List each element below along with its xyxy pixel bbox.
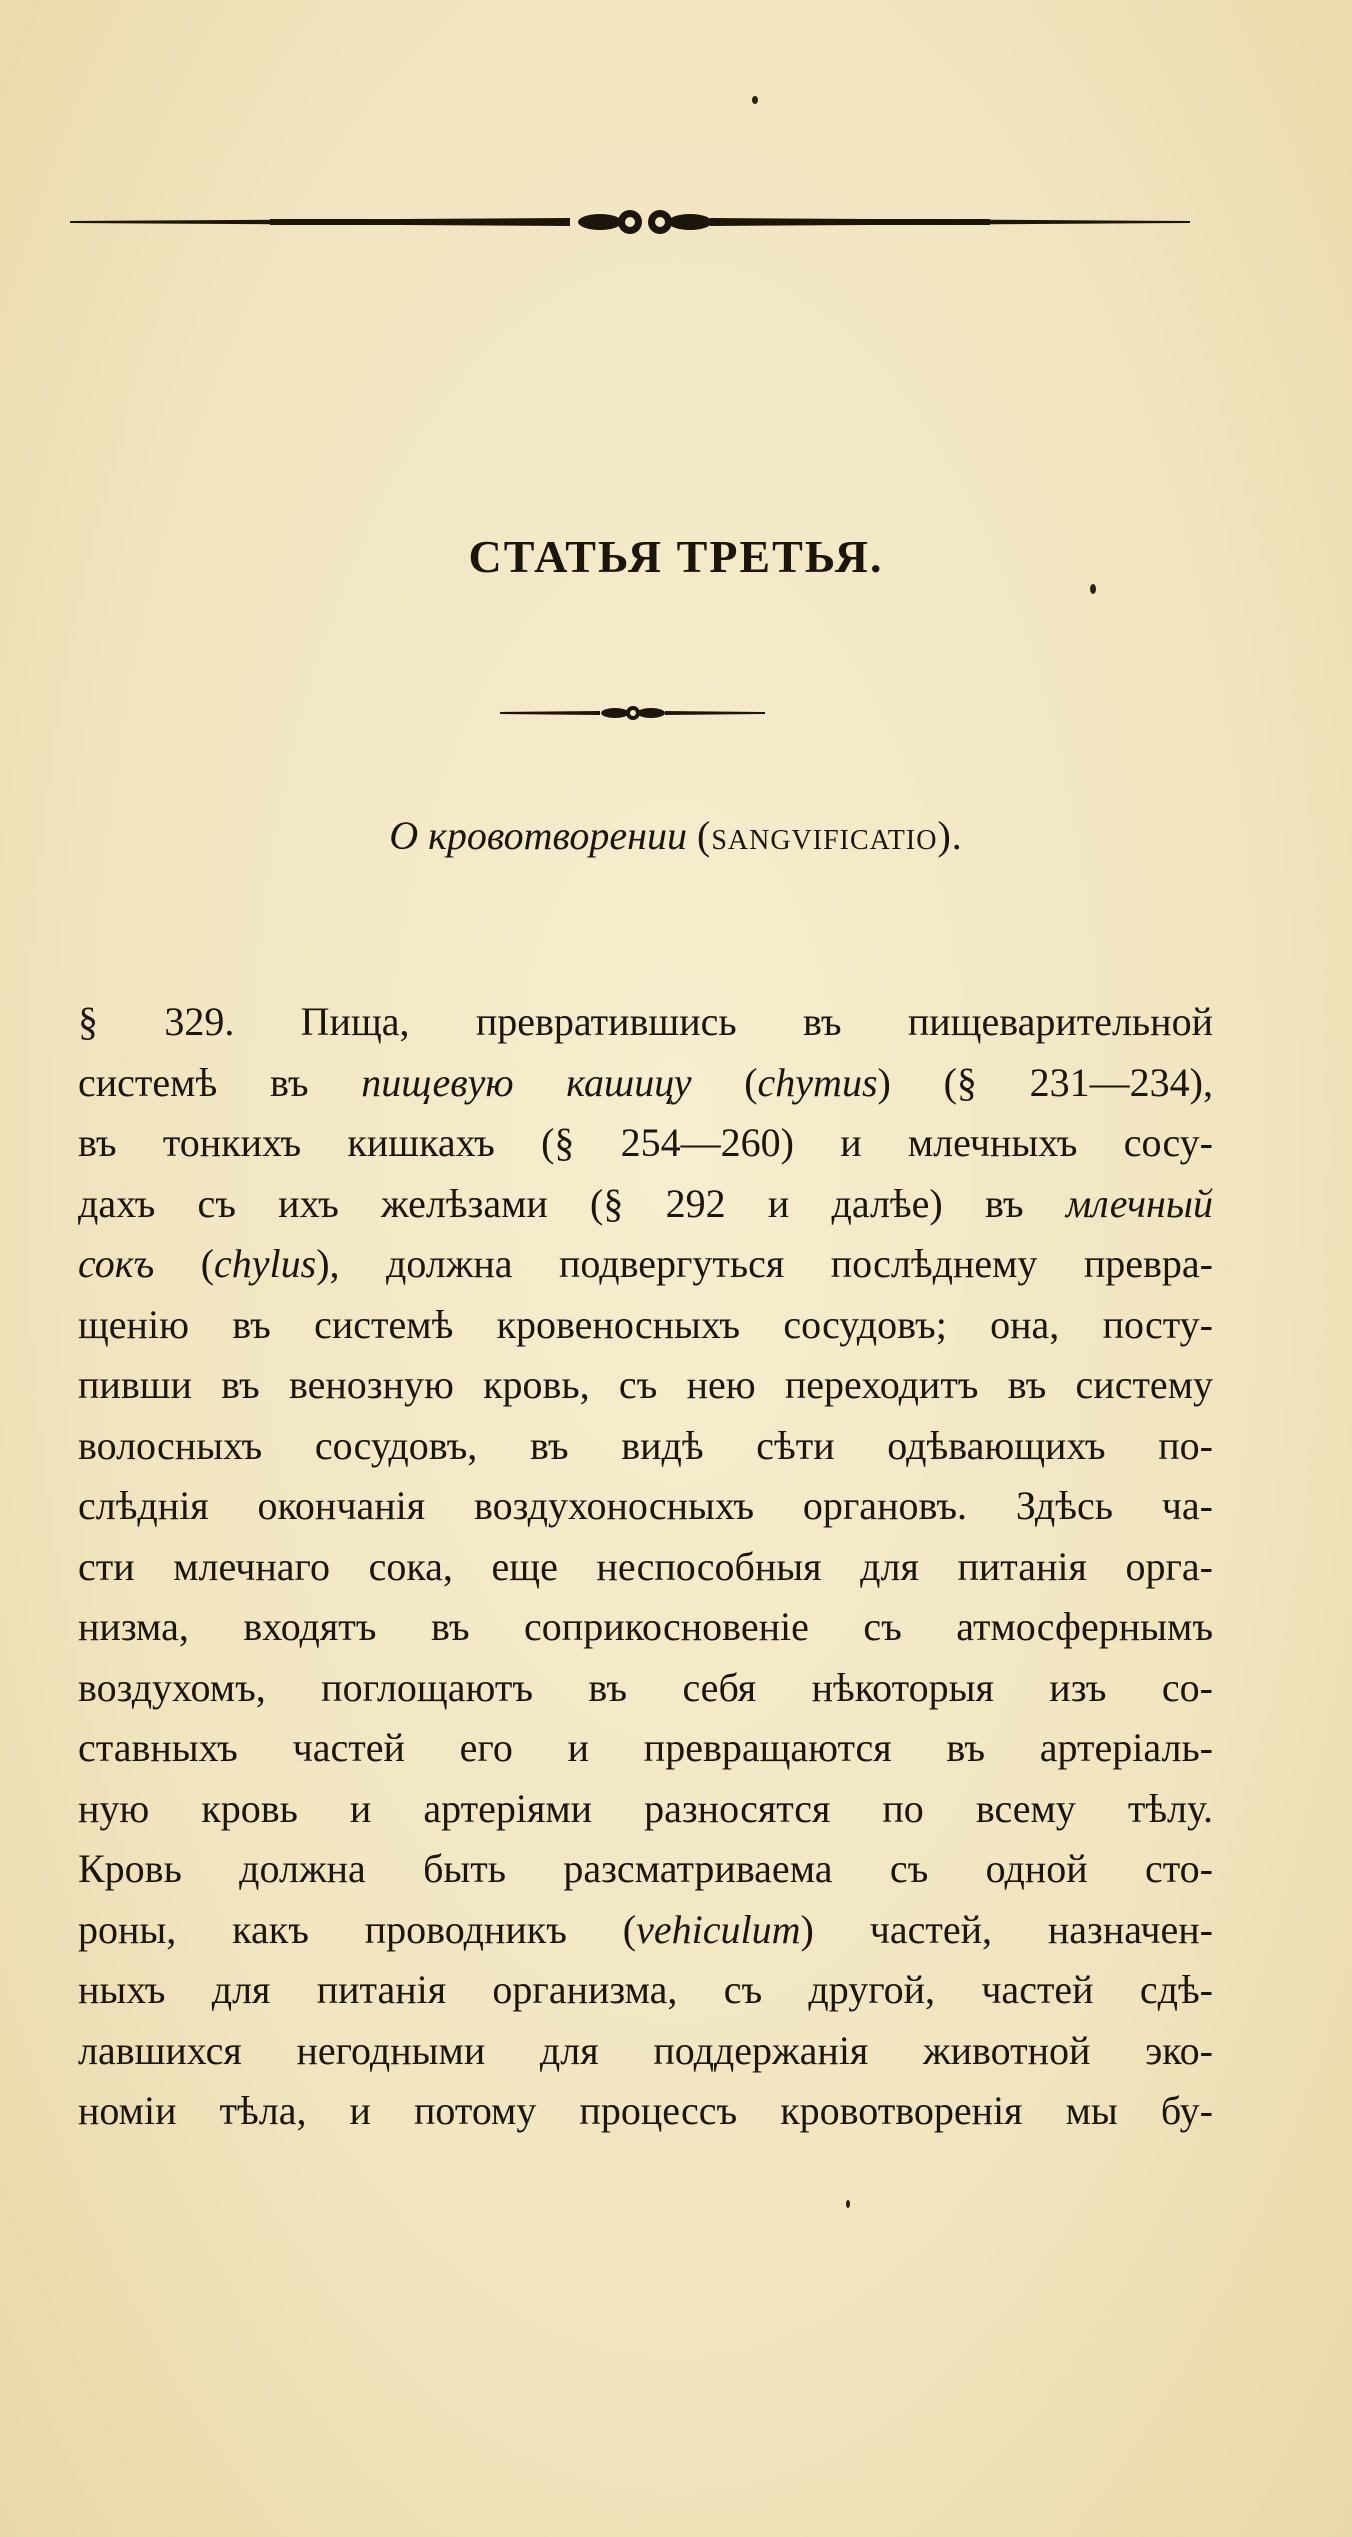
text-line <box>78 1779 1213 1840</box>
text-line <box>78 1597 1213 1658</box>
text-line <box>78 1234 1213 1295</box>
text-line <box>78 2081 1213 2142</box>
text-segment: Кровь должна быть разсматриваема съ одной сто- <box>78 1846 1213 1891</box>
text-line <box>78 1960 1213 2021</box>
text-line <box>78 1718 1213 1779</box>
text-line <box>78 1174 1213 1235</box>
italic-term: chymus <box>757 1059 878 1105</box>
text-line <box>78 2021 1213 2082</box>
text-segment: системѣ въ <box>78 1059 362 1105</box>
text-segment: дахъ съ ихъ желѣзами (§ 292 и далѣе) въ <box>78 1180 1066 1226</box>
italic-term: млечный <box>1065 1180 1213 1226</box>
text-segment: ), должна подвергуться послѣднему превра- <box>316 1241 1213 1286</box>
text-line <box>78 992 1213 1053</box>
text-line <box>78 1839 1213 1900</box>
text-line <box>78 1900 1213 1961</box>
text-segment: пивши въ венозную кровь, съ нею переходитъ въ систему <box>78 1362 1213 1407</box>
text-line <box>78 1295 1213 1356</box>
text-segment: ) частей, назначен- <box>800 1906 1214 1952</box>
small-ornamental-rule <box>500 700 765 726</box>
ink-speck <box>752 96 758 104</box>
text-segment: щенію въ системѣ кровеносныхъ сосудовъ; она, посту- <box>78 1301 1213 1347</box>
text-segment: воздухомъ, поглощаютъ въ себя нѣкоторыя изъ со- <box>78 1664 1213 1710</box>
text-line <box>78 1537 1213 1598</box>
text-segment: волосныхъ сосудовъ, въ видѣ сѣти одѣвающихъ по- <box>78 1422 1213 1468</box>
ornamental-rule <box>70 200 1190 244</box>
ink-speck <box>846 2200 850 2208</box>
subtitle-latin: (sangvificatio). <box>697 813 963 858</box>
text-segment: ( <box>154 1241 215 1286</box>
text-line <box>78 1658 1213 1719</box>
section-heading: СТАТЬЯ ТРЕТЬЯ. <box>468 531 884 582</box>
text-segment: ныхъ для питанія организма, съ другой, частей сдѣ- <box>78 1967 1213 2012</box>
italic-term: vehiculum <box>636 1906 801 1952</box>
paragraph-329 <box>78 992 1213 2142</box>
text-line <box>78 1476 1213 1537</box>
text-segment: низма, входятъ въ соприкосновеніе съ атмосфернымъ <box>78 1604 1213 1649</box>
italic-term: сокъ <box>78 1241 155 1286</box>
text-segment: ную кровь и артеріями разносятся по всему тѣлу. <box>78 1785 1213 1831</box>
text-line <box>78 1355 1213 1416</box>
text-segment: роны, какъ проводникъ ( <box>78 1906 637 1952</box>
subtitle-russian: О кровотворении <box>389 813 687 858</box>
text-segment: § 329. Пища, превратившись въ пищеварительной <box>78 999 1213 1044</box>
text-segment: въ тонкихъ кишкахъ (§ 254—260) и млечныхъ сосу- <box>78 1120 1213 1165</box>
text-segment: номіи тѣла, и потому процессъ кровотворенія мы бу- <box>78 2088 1213 2133</box>
text-segment: ( <box>691 1059 758 1105</box>
section-subtitle <box>0 812 1352 859</box>
text-segment: сти млечнаго сока, еще неспособныя для питанія орга- <box>78 1543 1213 1589</box>
text-segment: слѣднія окончанія воздухоносныхъ органовъ. Здѣсь ча- <box>78 1483 1213 1528</box>
text-segment: ) (§ 231—234), <box>877 1059 1213 1105</box>
text-line <box>78 1053 1213 1114</box>
ink-speck <box>1090 584 1096 594</box>
italic-term: chylus <box>214 1241 317 1286</box>
text-segment: ставныхъ частей его и превращаются въ артеріаль- <box>78 1725 1213 1770</box>
text-segment: лавшихся негодными для поддержанія животной эко- <box>78 2027 1213 2073</box>
italic-term: пищевую кашицу <box>361 1059 692 1105</box>
text-line <box>78 1113 1213 1174</box>
text-line <box>78 1416 1213 1477</box>
